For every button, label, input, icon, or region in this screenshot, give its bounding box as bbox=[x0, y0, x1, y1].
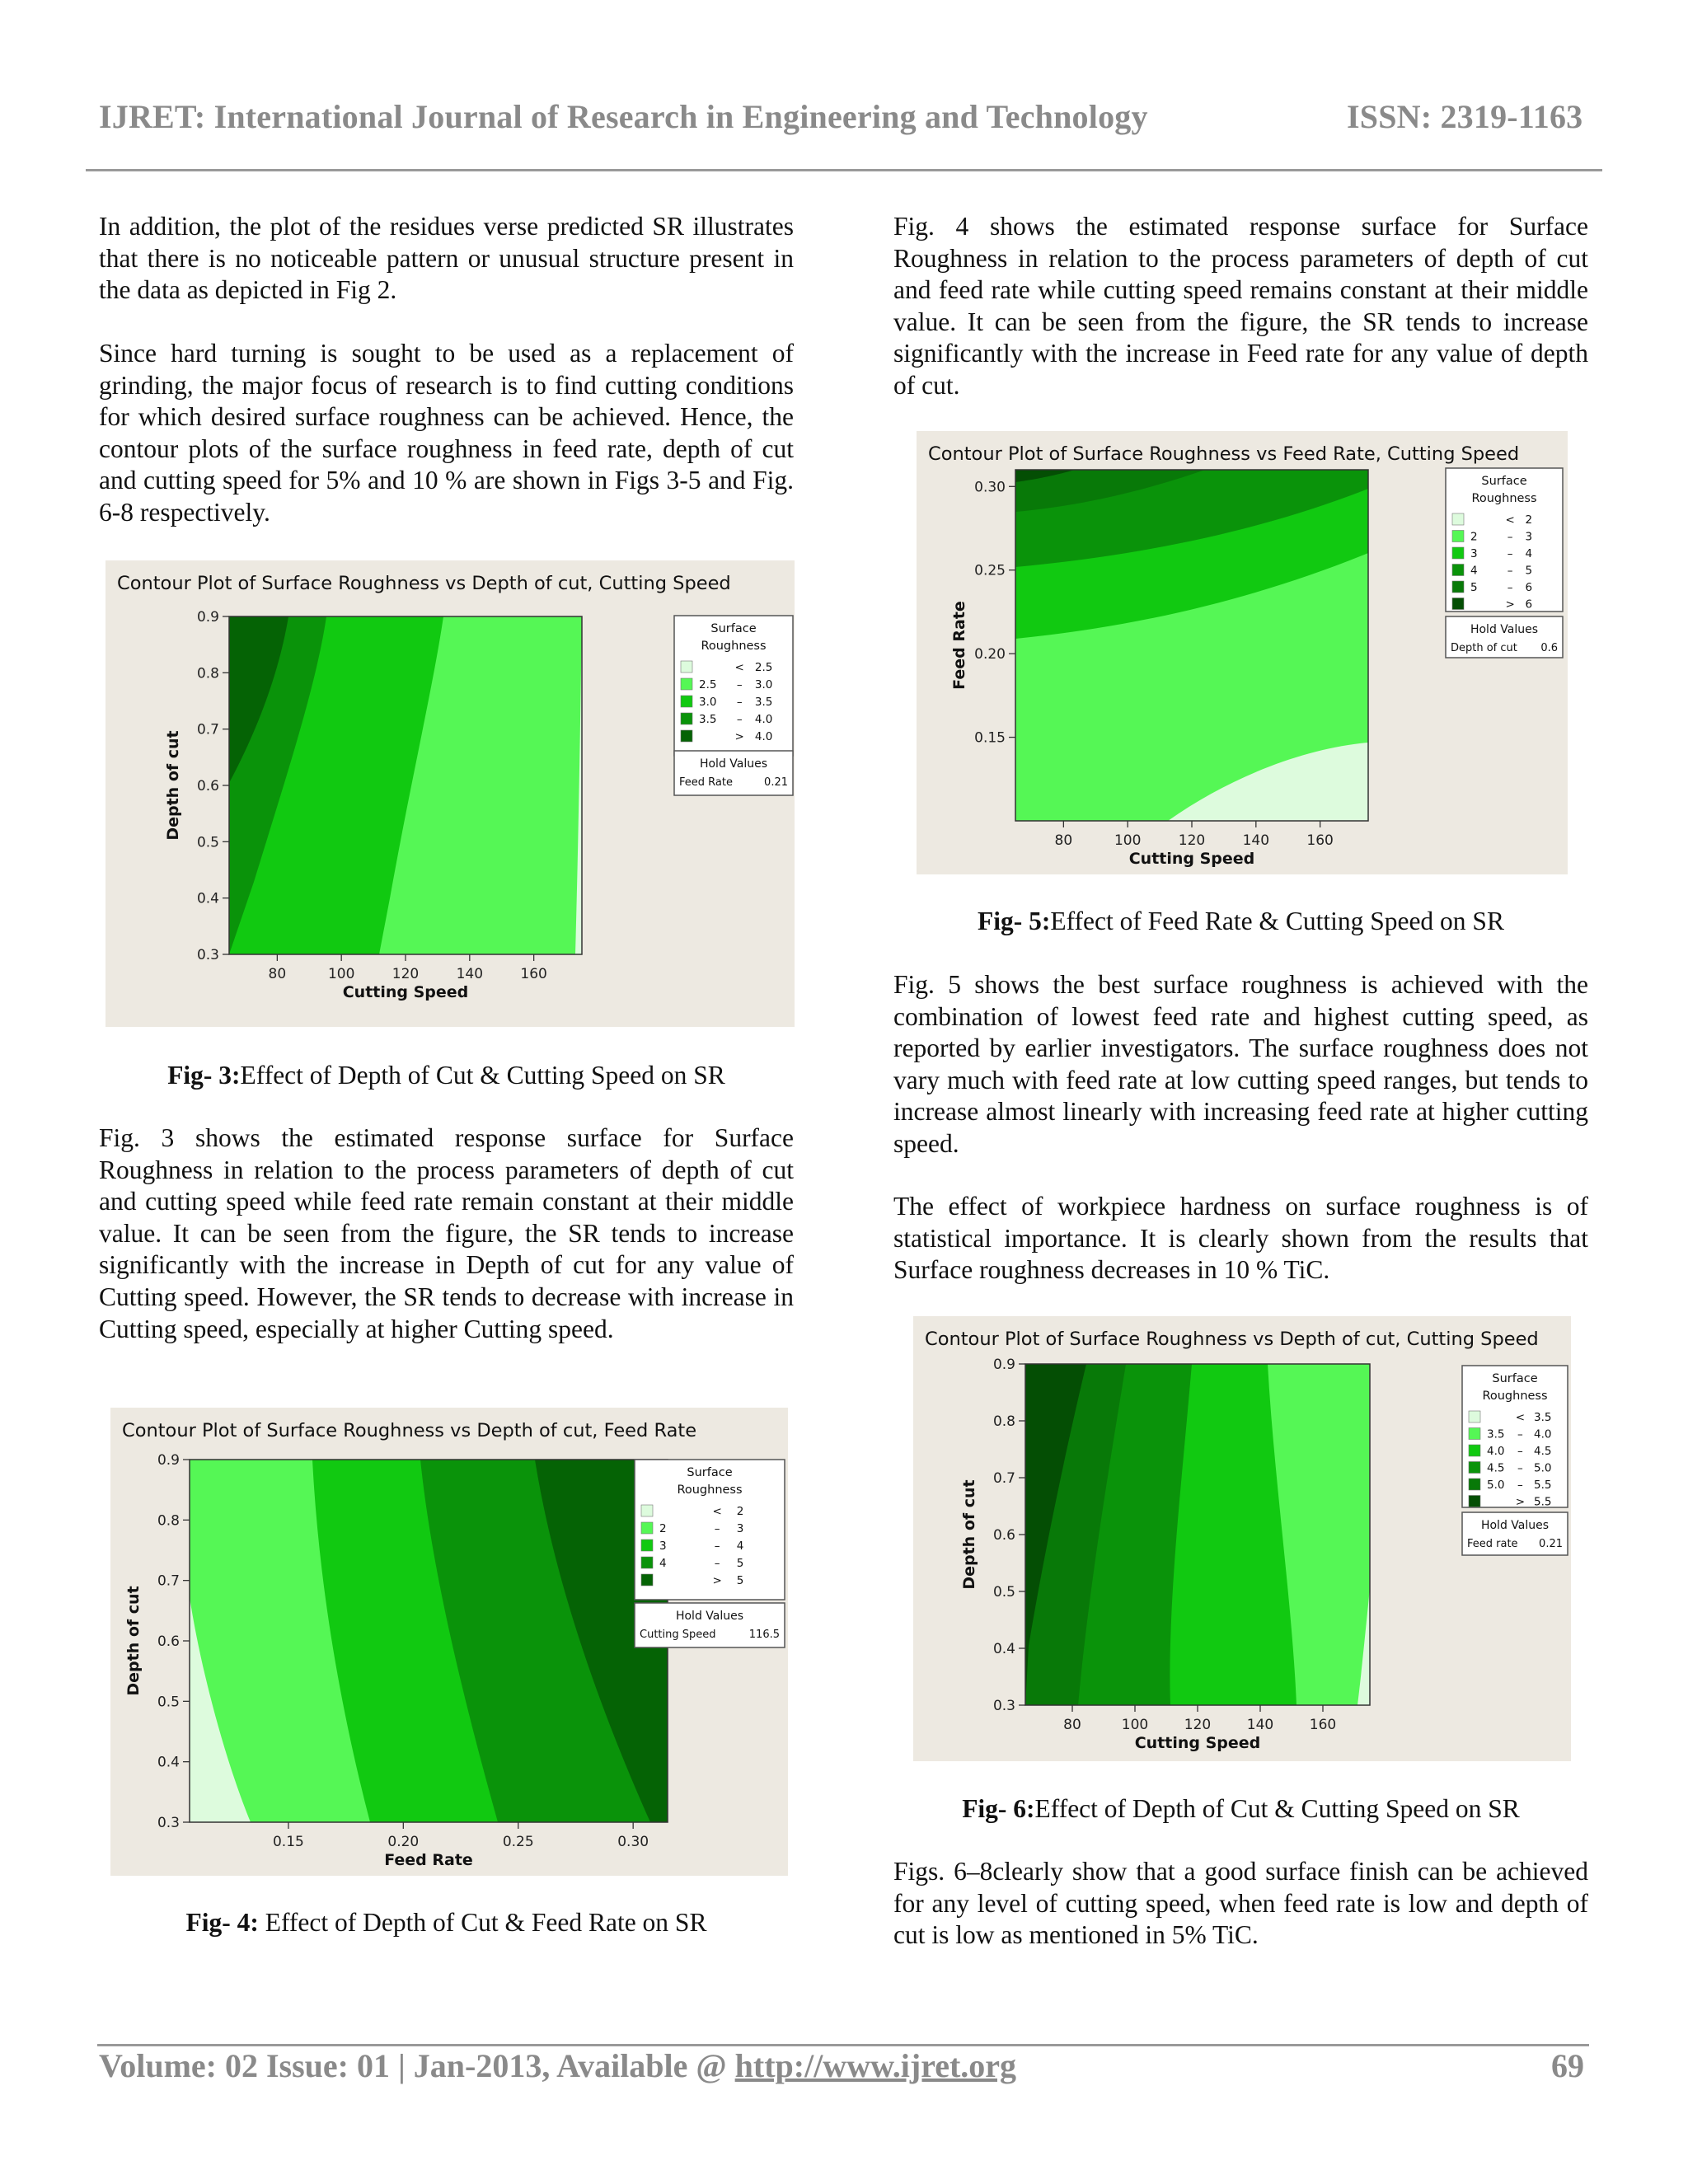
legend-level-high: 5.5 bbox=[1534, 1495, 1552, 1509]
y-tick-label: 0.8 bbox=[157, 1512, 180, 1530]
legend-swatch bbox=[1452, 513, 1464, 525]
x-tick-label: 160 bbox=[520, 966, 547, 982]
legend-level-sep: – bbox=[1507, 564, 1513, 578]
hold-values-value: 0.6 bbox=[1540, 642, 1558, 654]
y-tick-label: 0.5 bbox=[157, 1694, 180, 1711]
legend-swatch bbox=[641, 1574, 653, 1586]
y-tick-label: 0.4 bbox=[196, 890, 219, 907]
legend-swatch bbox=[681, 713, 692, 724]
legend-level-low: 4 bbox=[1470, 564, 1478, 578]
hold-values-value: 0.21 bbox=[1539, 1538, 1563, 1550]
figure-4 bbox=[110, 1408, 788, 1876]
legend-swatch bbox=[641, 1522, 653, 1534]
legend-level-sep: – bbox=[714, 1540, 720, 1553]
hold-values-value: 116.5 bbox=[748, 1629, 780, 1641]
y-tick-label: 0.5 bbox=[992, 1584, 1015, 1601]
paragraph: Fig. 4 shows the estimated response surface for Surface Roughness in relation to the process parameters of depth of cut and feed rate while cutting speed remains constant at their middle value. It can be seen from the figure, the SR tends to increase significantly with the increase in Feed rate for any value of depth of cut. bbox=[893, 212, 1588, 400]
y-tick-label: 0.6 bbox=[157, 1633, 180, 1650]
legend-level-high: 5 bbox=[736, 1574, 744, 1587]
y-tick-label: 0.8 bbox=[196, 665, 219, 682]
legend-level-sep: < bbox=[734, 661, 744, 674]
y-tick-label: 0.8 bbox=[992, 1413, 1015, 1430]
legend-level-low: 4 bbox=[659, 1557, 667, 1570]
legend-title: Surface bbox=[687, 1466, 733, 1479]
hold-values-title: Hold Values bbox=[699, 757, 768, 771]
x-tick-label: 160 bbox=[1309, 1717, 1337, 1733]
legend-swatch bbox=[1452, 565, 1464, 576]
x-tick-label: 140 bbox=[456, 966, 484, 982]
legend-level-high: 5 bbox=[736, 1557, 744, 1570]
chart-title: Contour Plot of Surface Roughness vs Depth of cut, Feed Rate bbox=[122, 1420, 697, 1441]
x-tick-label: 100 bbox=[1121, 1717, 1149, 1733]
legend-swatch bbox=[1469, 1445, 1480, 1456]
header-rule bbox=[86, 169, 1602, 171]
legend-level-high: 3.5 bbox=[754, 696, 773, 709]
hold-values-title: Hold Values bbox=[1470, 623, 1539, 636]
hold-values-title: Hold Values bbox=[675, 1610, 744, 1623]
legend-level-high: 3 bbox=[736, 1522, 744, 1535]
legend-swatch bbox=[1469, 1462, 1480, 1474]
figure-3 bbox=[106, 560, 795, 1027]
y-tick-label: 0.9 bbox=[157, 1452, 180, 1469]
contour-chart bbox=[913, 1316, 1571, 1761]
caption-label: Fig- 3: bbox=[167, 1061, 241, 1090]
paragraph: Figs. 6–8clearly show that a good surface finish can be achieved for any level of cutting speed, when feed rate is low and depth of cut is low as mentioned in 5% TiC. bbox=[893, 1857, 1588, 1950]
legend-swatch bbox=[1469, 1479, 1480, 1490]
legend-title: Roughness bbox=[677, 1483, 743, 1497]
legend-level-high: 6 bbox=[1525, 581, 1533, 594]
contour-chart bbox=[110, 1408, 788, 1876]
legend-level-high: 6 bbox=[1525, 598, 1533, 612]
x-tick-label: 80 bbox=[1063, 1717, 1081, 1733]
y-tick-label: 0.25 bbox=[974, 562, 1006, 579]
legend-level-high: 4 bbox=[736, 1540, 744, 1553]
caption-text: Effect of Depth of Cut & Cutting Speed on SR bbox=[1034, 1794, 1520, 1823]
y-tick-label: 0.9 bbox=[992, 1357, 1015, 1373]
legend-level-sep: – bbox=[714, 1522, 720, 1535]
legend-title: Roughness bbox=[701, 640, 767, 653]
legend-swatch bbox=[681, 696, 692, 707]
y-tick-label: 0.3 bbox=[196, 947, 219, 963]
legend-title: Roughness bbox=[1482, 1390, 1548, 1403]
figure-caption bbox=[99, 1060, 794, 1091]
y-tick-label: 0.3 bbox=[157, 1815, 180, 1831]
legend-swatch bbox=[641, 1540, 653, 1551]
chart-title: Contour Plot of Surface Roughness vs Feed Rate, Cutting Speed bbox=[928, 443, 1520, 465]
legend-level-sep: > bbox=[712, 1574, 722, 1587]
legend-level-high: 3 bbox=[1525, 530, 1533, 544]
hold-values-name: Feed Rate bbox=[679, 776, 733, 789]
x-tick-label: 80 bbox=[268, 966, 287, 982]
legend-box bbox=[635, 1460, 785, 1600]
x-axis-label: Cutting Speed bbox=[342, 983, 469, 1001]
page-number: 69 bbox=[1551, 2047, 1584, 2084]
contour-chart bbox=[917, 431, 1568, 874]
x-tick-label: 80 bbox=[1054, 832, 1073, 849]
legend-swatch bbox=[1452, 598, 1464, 610]
x-tick-label: 0.20 bbox=[387, 1834, 420, 1850]
legend-level-low: 3.5 bbox=[1487, 1427, 1505, 1441]
x-tick-label: 100 bbox=[1114, 832, 1142, 849]
figure-caption bbox=[99, 1907, 794, 1938]
footer-link[interactable]: http://www.ijret.org bbox=[734, 2047, 1017, 2084]
x-tick-label: 140 bbox=[1246, 1717, 1274, 1733]
y-axis-label: Depth of cut bbox=[960, 1479, 978, 1590]
legend-level-sep: – bbox=[1517, 1427, 1523, 1441]
x-tick-label: 100 bbox=[327, 966, 355, 982]
legend-level-high: 5.0 bbox=[1534, 1461, 1552, 1475]
paragraph: In addition, the plot of the residues verse predicted SR illustrates that there is no noticeable pattern or unusual structure present in the data as depicted in Fig 2. bbox=[99, 212, 794, 305]
legend-level-low: 2 bbox=[1470, 530, 1478, 544]
y-tick-label: 0.20 bbox=[974, 646, 1006, 663]
legend-level-sep: – bbox=[736, 696, 743, 709]
hold-values-name: Feed rate bbox=[1467, 1538, 1518, 1550]
legend-level-low: 3 bbox=[1470, 547, 1478, 560]
legend-level-sep: – bbox=[736, 713, 743, 726]
x-tick-label: 0.25 bbox=[502, 1834, 534, 1850]
y-tick-label: 0.4 bbox=[157, 1754, 180, 1771]
legend-level-sep: – bbox=[714, 1557, 720, 1570]
caption-label: Fig- 5: bbox=[978, 907, 1051, 935]
legend-swatch bbox=[681, 678, 692, 690]
legend-swatch bbox=[681, 661, 692, 673]
legend-title: Surface bbox=[1481, 475, 1527, 488]
hold-values-title: Hold Values bbox=[1480, 1519, 1550, 1532]
x-tick-label: 140 bbox=[1242, 832, 1270, 849]
x-axis-label: Feed Rate bbox=[384, 1851, 473, 1869]
legend-swatch bbox=[641, 1505, 653, 1516]
y-tick-label: 0.4 bbox=[992, 1641, 1015, 1657]
legend-level-sep: > bbox=[734, 730, 744, 743]
legend-level-low: 3.0 bbox=[699, 696, 717, 709]
legend-level-low: 2 bbox=[659, 1522, 667, 1535]
y-tick-label: 0.9 bbox=[196, 609, 219, 626]
legend-level-sep: – bbox=[1507, 547, 1513, 560]
legend-level-low: 2.5 bbox=[699, 678, 717, 691]
legend-title: Surface bbox=[710, 622, 757, 635]
y-tick-label: 0.5 bbox=[196, 834, 219, 851]
legend-level-low: 3.5 bbox=[699, 713, 717, 726]
legend-level-high: 4.0 bbox=[754, 713, 773, 726]
legend-level-sep: – bbox=[1517, 1445, 1523, 1458]
x-tick-label: 0.15 bbox=[272, 1834, 304, 1850]
y-tick-label: 0.7 bbox=[157, 1572, 180, 1590]
paragraph: Fig. 5 shows the best surface roughness is achieved with the combination of lowest feed rate and highest cutting speed, as reported by earlier investigators. The surface roughness does not vary much with feed rate at low cutting speed ranges, but tends to increase almost linearly with increasing feed rate at higher cutting speed. bbox=[893, 970, 1588, 1158]
chart-title: Contour Plot of Surface Roughness vs Depth of cut, Cutting Speed bbox=[925, 1329, 1539, 1350]
x-axis-label: Cutting Speed bbox=[1128, 850, 1255, 868]
hold-values-name: Cutting Speed bbox=[640, 1629, 716, 1641]
y-tick-label: 0.3 bbox=[992, 1698, 1015, 1714]
legend-level-high: 4.5 bbox=[1534, 1445, 1552, 1458]
x-tick-label: 120 bbox=[1184, 1717, 1212, 1733]
legend-level-high: 2 bbox=[736, 1505, 744, 1518]
legend-level-high: 2 bbox=[1525, 513, 1533, 527]
legend-swatch bbox=[641, 1557, 653, 1568]
issn: ISSN: 2319-1163 bbox=[1347, 98, 1583, 135]
x-tick-label: 120 bbox=[392, 966, 420, 982]
caption-label: Fig- 6: bbox=[962, 1794, 1035, 1823]
legend-level-low: 3 bbox=[659, 1540, 667, 1553]
legend-swatch bbox=[1469, 1496, 1480, 1507]
caption-label: Fig- 4: bbox=[185, 1908, 259, 1937]
legend-level-sep: > bbox=[1515, 1495, 1526, 1509]
legend-level-low: 4.5 bbox=[1487, 1461, 1505, 1475]
y-tick-label: 0.30 bbox=[974, 479, 1006, 496]
paragraph: Since hard turning is sought to be used as a replacement of grinding, the major focus of research is to find cutting conditions for which desired surface roughness can be achieved. Hence, the contour plots of the surface roughness in feed rate, depth of cut and cutting speed for 5% and 10 % are shown in Figs 3-5 and Fig. 6-8 respectively. bbox=[99, 339, 794, 527]
x-tick-label: 160 bbox=[1306, 832, 1334, 849]
x-tick-label: 120 bbox=[1178, 832, 1206, 849]
legend-level-high: 5 bbox=[1525, 564, 1533, 578]
caption-text: Effect of Feed Rate & Cutting Speed on SR bbox=[1050, 907, 1504, 935]
legend-level-sep: > bbox=[1505, 598, 1515, 612]
legend-level-sep: < bbox=[712, 1505, 722, 1518]
caption-text: Effect of Depth of Cut & Feed Rate on SR bbox=[258, 1908, 707, 1937]
y-tick-label: 0.6 bbox=[992, 1527, 1015, 1544]
legend-swatch bbox=[1469, 1411, 1480, 1422]
legend-swatch bbox=[1452, 531, 1464, 542]
x-axis-label: Cutting Speed bbox=[1134, 1734, 1261, 1752]
footer-volume bbox=[99, 2046, 1016, 2085]
figure-5 bbox=[917, 431, 1568, 874]
caption-text: Effect of Depth of Cut & Cutting Speed on SR bbox=[240, 1061, 725, 1090]
legend-level-high: 3.5 bbox=[1534, 1411, 1552, 1424]
legend-title: Roughness bbox=[1471, 492, 1537, 505]
y-tick-label: 0.7 bbox=[196, 721, 219, 738]
legend-level-low: 5 bbox=[1470, 581, 1478, 594]
legend-level-sep: – bbox=[1507, 530, 1513, 544]
chart-title: Contour Plot of Surface Roughness vs Depth of cut, Cutting Speed bbox=[117, 573, 731, 594]
legend-swatch bbox=[1469, 1428, 1480, 1440]
journal-title: IJRET: International Journal of Research in Engineering and Technology bbox=[99, 98, 1148, 135]
footer-volume-text: Volume: 02 Issue: 01 | Jan-2013, Available @ bbox=[99, 2047, 735, 2084]
hold-values-name: Depth of cut bbox=[1451, 642, 1517, 654]
figure-6 bbox=[913, 1316, 1571, 1761]
y-tick-label: 0.7 bbox=[992, 1470, 1015, 1487]
legend-level-low: 5.0 bbox=[1487, 1479, 1505, 1492]
legend-level-sep: < bbox=[1515, 1411, 1526, 1424]
legend-title: Surface bbox=[1492, 1372, 1538, 1385]
y-axis-label: Feed Rate bbox=[950, 601, 968, 690]
legend-level-high: 4 bbox=[1525, 547, 1533, 560]
y-tick-label: 0.15 bbox=[974, 729, 1006, 747]
legend-swatch bbox=[1452, 581, 1464, 593]
x-tick-label: 0.30 bbox=[617, 1834, 649, 1850]
y-tick-label: 0.6 bbox=[196, 778, 219, 794]
legend-level-high: 4.0 bbox=[754, 730, 773, 743]
legend-level-high: 2.5 bbox=[754, 661, 773, 674]
legend-level-low: 4.0 bbox=[1487, 1445, 1505, 1458]
figure-caption bbox=[893, 906, 1588, 937]
legend-level-high: 4.0 bbox=[1534, 1427, 1552, 1441]
hold-values-value: 0.21 bbox=[764, 776, 788, 789]
paragraph: The effect of workpiece hardness on surface roughness is of statistical importance. It is clearly shown from the results that Surface roughness decreases in 10 % TiC. bbox=[893, 1192, 1588, 1285]
legend-level-high: 3.0 bbox=[754, 678, 773, 691]
paragraph: Fig. 3 shows the estimated response surface for Surface Roughness in relation to the process parameters of depth of cut and cutting speed while feed rate remain constant at their middle value. It can be seen from the figure, the SR tends to increase significantly with the increase in Depth of cut for any value of Cutting speed. However, the SR tends to decrease with increase in Cutting speed, especially at higher Cutting speed. bbox=[99, 1123, 794, 1343]
legend-level-sep: – bbox=[1517, 1461, 1523, 1475]
y-axis-label: Depth of cut bbox=[164, 730, 182, 841]
legend-level-sep: – bbox=[736, 678, 743, 691]
y-axis-label: Depth of cut bbox=[124, 1586, 143, 1696]
legend-swatch bbox=[1452, 547, 1464, 559]
legend-level-sep: < bbox=[1505, 513, 1515, 527]
legend-level-high: 5.5 bbox=[1534, 1479, 1552, 1492]
figure-caption bbox=[893, 1793, 1588, 1825]
legend-level-sep: – bbox=[1517, 1479, 1523, 1492]
contour-chart bbox=[106, 560, 795, 1027]
legend-swatch bbox=[681, 730, 692, 742]
legend-level-sep: – bbox=[1507, 581, 1513, 594]
